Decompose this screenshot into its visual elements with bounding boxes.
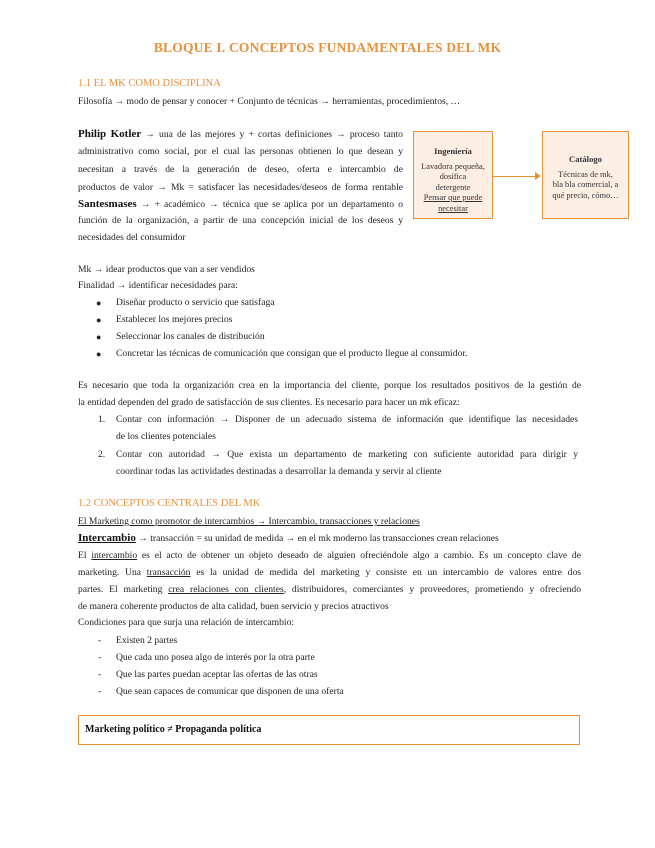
text-segment: , distribuidores, comerciantes y proveedores, prometiendo y ofreciendo — [283, 584, 581, 595]
transaccion-underlined: transacción — [146, 567, 191, 578]
text-segment: marketing. Una — [78, 567, 147, 578]
numbered-marker-1: 1. — [98, 414, 106, 425]
kotler-line-3: necesitan a través de la generación de deseo, oferta e intercambio de — [78, 164, 403, 175]
dash-item-2: Que cada uno posea algo de interés por la otra parte — [116, 652, 315, 663]
text-segment: El — [78, 550, 92, 561]
catalogo-line-1: Técnicas de mk, — [558, 169, 613, 179]
bullet-item-1: Diseñar producto o servicio que satisfaga — [116, 297, 275, 308]
text-segment: partes. El marketing — [78, 584, 169, 595]
intercambio-word: Intercambio — [78, 532, 136, 544]
santesmases-line-1 — [78, 198, 403, 211]
ingenieria-line-1: Lavadora pequeña, — [421, 161, 485, 171]
dash-item-1: Existen 2 partes — [116, 635, 178, 646]
ingenieria-line-4: Pensar que puede — [423, 193, 483, 202]
diagram-box-catalogo — [542, 131, 629, 219]
numbered-item-2-line-2: coordinar todas las actividades destinadas a desarrollar la demanda y servir al cliente — [116, 466, 442, 477]
marketing-politico-box — [78, 715, 580, 745]
condiciones-line: Condiciones para que surja una relación de intercambio: — [78, 617, 295, 628]
bullet-item-2: Establecer los mejores precios — [116, 314, 233, 325]
bullet-item-4: Concretar las técnicas de comunicación que consigan que el producto llegue al consumidor. — [116, 348, 468, 359]
numbered-item-1-line-1: Contar con información → Disponer de un adecuado sistema de información que identifique las necesidades — [116, 414, 578, 425]
kotler-line-2: administrativo como social, por el cual las personas obtienen lo que desean y — [78, 146, 403, 157]
text-segment: es el acto de obtener un objeto deseado de alguien ofreciéndole algo a cambio. Es un concepto clave de — [137, 550, 581, 561]
santesmases-name: Santesmases — [78, 198, 137, 210]
intercambio-para-line-4: de manera coherente productos de alta calidad, buen servicio y precios atractivos — [78, 601, 389, 612]
intercambio-para-line-2 — [78, 567, 581, 579]
dash-item-3: Que las partes puedan aceptar las ofertas de las otras — [116, 669, 318, 680]
intercambios-subheading: El Marketing como promotor de intercambios → Intercambio, transacciones y relaciones — [78, 516, 420, 527]
intercambio-underlined: intercambio — [91, 550, 138, 561]
numbered-marker-2: 2. — [98, 449, 106, 460]
intercambio-line — [78, 532, 499, 545]
dash-marker: - — [98, 669, 102, 680]
document-title: BLOQUE I. CONCEPTOS FUNDAMENTALES DEL MK — [153, 40, 502, 55]
filosofia-line: Filosofía → modo de pensar y conocer + Conjunto de técnicas → herramientas, procedimientos, … — [78, 96, 461, 107]
catalogo-line-2: bla bla comercial, a — [552, 180, 619, 189]
dash-marker: - — [98, 686, 102, 697]
santesmases-text-1: → + académico → técnica que se aplica por un departamento o — [140, 199, 403, 210]
santesmases-line-3: necesidades del consumidor — [78, 232, 186, 243]
dash-marker: - — [98, 652, 102, 663]
organizacion-line-2: la entidad dependen del grado de satisfacción de sus clientes. Es necesario para hacer un mk eficaz: — [78, 397, 460, 408]
bullet-marker: ● — [96, 298, 102, 308]
organizacion-line-1: Es necesario que toda la organización crea en la importancia del cliente, porque los resultados positivos de la gestión de — [78, 380, 581, 391]
intercambio-para-line-1 — [78, 550, 581, 562]
bullet-item-3: Seleccionar los canales de distribución — [116, 331, 265, 342]
ingenieria-line-5: necesitar — [438, 203, 468, 213]
kotler-text-1: → una de las mejores y + cortas definiciones → proceso tanto — [145, 129, 403, 140]
santesmases-line-2: función de la organización, a partir de una concepción inicial de los deseos y — [78, 215, 403, 226]
bullet-marker: ● — [96, 349, 102, 359]
text-segment: es la unidad de medida del marketing y consiste en un intercambio de valores entre dos — [190, 567, 581, 578]
section-heading-1: 1.1 EL MK COMO DISCIPLINA — [78, 78, 221, 89]
diagram-arrow-line — [492, 176, 536, 177]
catalogo-title: Catálogo — [569, 154, 602, 164]
catalogo-line-3: qué precio, cómo… — [552, 190, 619, 200]
numbered-item-2-line-1: Contar con autoridad → Que exista un departamento de marketing con suficiente autoridad para dirigir y — [116, 449, 578, 460]
section-heading-2: 1.2 CONCEPTOS CENTRALES DEL MK — [78, 498, 261, 509]
bullet-marker: ● — [96, 315, 102, 325]
numbered-item-1-line-2: de los clientes potenciales — [116, 431, 216, 442]
bullet-marker: ● — [96, 332, 102, 342]
diagram-box-ingenieria — [413, 131, 493, 219]
finalidad-line: Finalidad → identificar necesidades para: — [78, 280, 238, 291]
dash-item-4: Que sean capaces de comunicar que disponen de una oferta — [116, 686, 344, 697]
marketing-politico-text: Marketing político ≠ Propaganda política — [85, 724, 262, 735]
intercambio-para-line-3 — [78, 584, 581, 596]
intercambio-rest: → transacción = su unidad de medida → en el mk moderno las transacciones crean relaciones — [135, 533, 499, 544]
mk-definition-line: Mk → idear productos que van a ser vendidos — [78, 264, 255, 275]
relaciones-underlined: crea relaciones con clientes — [168, 584, 284, 595]
kotler-line-4: productos de valor → Mk = satisfacer las necesidades/deseos de forma rentable — [78, 182, 403, 193]
kotler-line-1 — [78, 128, 403, 141]
kotler-name: Philip Kotler — [78, 128, 142, 140]
ingenieria-title: Ingeniería — [434, 146, 472, 156]
dash-marker: - — [98, 635, 102, 646]
diagram-arrow-head — [535, 172, 541, 180]
ingenieria-line-3: detergente — [435, 182, 471, 192]
ingenieria-line-2: dosifica — [439, 172, 467, 181]
